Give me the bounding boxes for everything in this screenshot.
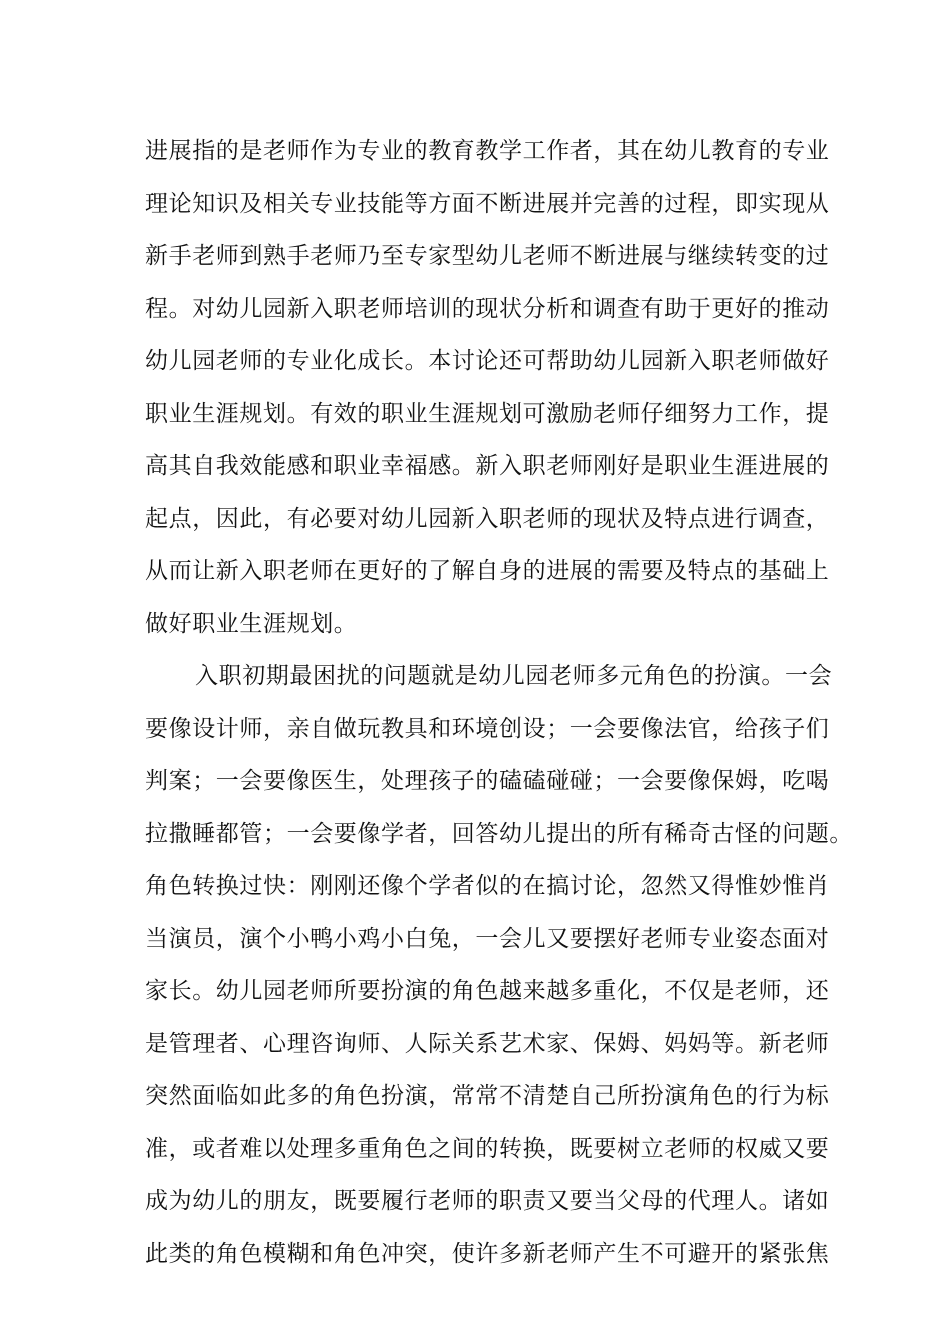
text-line-indented: 入职初期最困扰的问题就是幼儿园老师多元角色的扮演。一会: [195, 663, 833, 689]
text-line: 要像设计师，亲自做玩教具和环境创设；一会要像法官，给孩子们: [145, 715, 830, 742]
text-line: 理论知识及相关专业技能等方面不断进展并完善的过程，即实现从: [145, 190, 830, 217]
text-line: 家长。幼儿园老师所要扮演的角色越来越多重化，不仅是老师，还: [145, 978, 830, 1004]
paragraph-1: [145, 132, 835, 657]
text-line: 幼儿园老师的专业化成长。本讨论还可帮助幼儿园新入职老师做好: [145, 348, 830, 374]
text-line: 判案；一会要像医生，处理孩子的磕磕碰碰；一会要像保姆，吃喝: [145, 768, 830, 794]
body-text: [145, 132, 853, 1287]
text-line: 是管理者、心理咨询师、人际关系艺术家、保姆、妈妈等。新老师: [145, 1030, 830, 1057]
text-line: 准，或者难以处理多重角色之间的转换，既要树立老师的权威又要: [145, 1135, 830, 1162]
text-line: 成为幼儿的朋友，既要履行老师的职责又要当父母的代理人。诸如: [145, 1188, 830, 1214]
text-line: 从而让新入职老师在更好的了解自身的进展的需要及特点的基础上: [145, 558, 830, 584]
text-line: 进展指的是老师作为专业的教育教学工作者，其在幼儿教育的专业: [145, 138, 830, 164]
text-line: 高其自我效能感和职业幸福感。新入职老师刚好是职业生涯进展的: [145, 453, 830, 479]
text-line: 此类的角色模糊和角色冲突，使许多新老师产生不可避开的紧张焦: [145, 1240, 830, 1267]
text-line: 新手老师到熟手老师乃至专家型幼儿老师不断进展与继续转变的过: [145, 243, 830, 269]
text-line: 职业生涯规划。有效的职业生涯规划可激励老师仔细努力工作，提: [145, 400, 830, 427]
text-line: 程。对幼儿园新入职老师培训的现状分析和调查有助于更好的推动: [145, 295, 830, 322]
text-line: 做好职业生涯规划。: [145, 610, 358, 637]
text-line: 角色转换过快：刚刚还像个学者似的在搞讨论，忽然又得惟妙惟肖: [145, 873, 830, 899]
text-line: 拉撒睡都管；一会要像学者，回答幼儿提出的所有稀奇古怪的问题。: [145, 820, 853, 847]
text-line: 当演员，演个小鸭小鸡小白兔，一会儿又要摆好老师专业姿态面对: [145, 925, 830, 952]
paragraph-2: [145, 657, 853, 1287]
text-line: 突然面临如此多的角色扮演，常常不清楚自己所扮演角色的行为标: [145, 1083, 830, 1109]
text-line: 起点，因此，有必要对幼儿园新入职老师的现状及特点进行调查，: [145, 505, 830, 532]
